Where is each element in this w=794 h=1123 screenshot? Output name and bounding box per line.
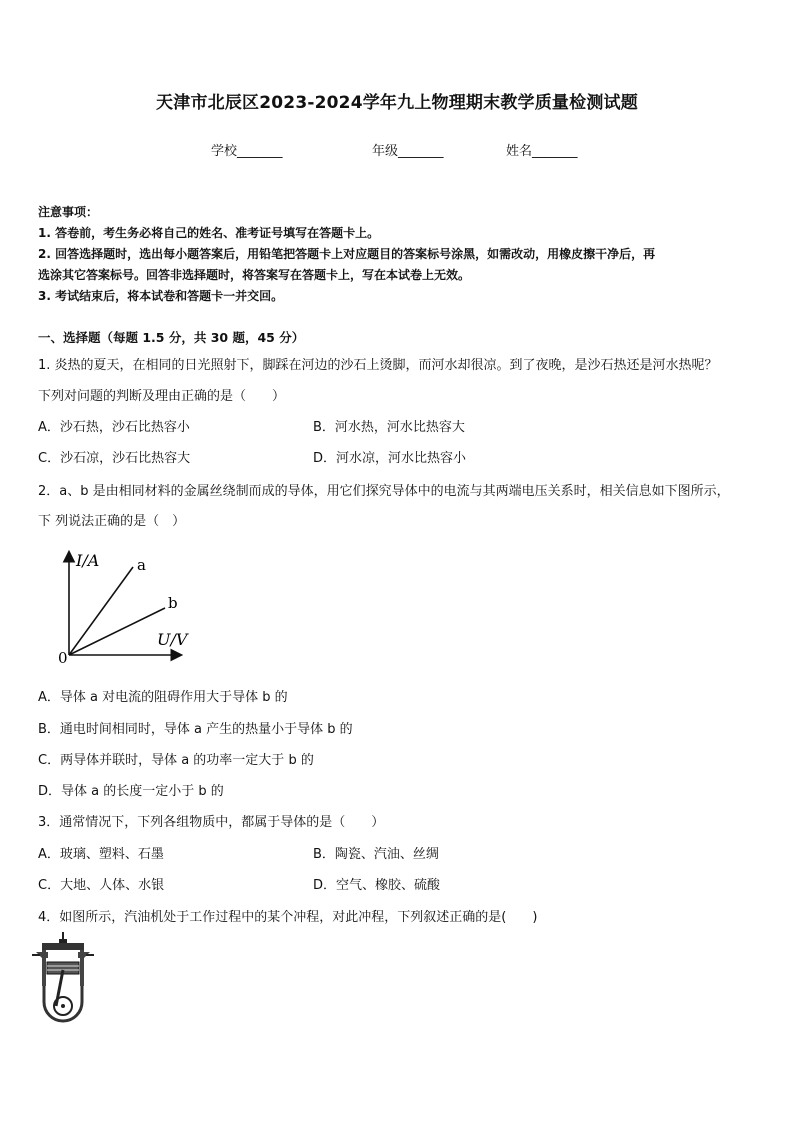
engine-diagram: [30, 930, 96, 1030]
iu-graph: [55, 545, 200, 670]
q3-stem: 3．通常情况下，下列各组物质中，都属于导体的是（ ）: [38, 815, 385, 830]
line-b-label: b: [168, 594, 178, 612]
cylinder-head: [42, 943, 84, 950]
name-field: 姓名_______: [506, 144, 578, 159]
y-axis-label: I/A: [76, 551, 100, 570]
q3-option-c: C．大地、人体、水银: [38, 878, 165, 893]
q1-stem-line2: 下列对问题的判断及理由正确的是（ ）: [38, 389, 286, 404]
line-a: [69, 567, 133, 655]
q1-option-d: D．河水凉，河水比热容小: [313, 451, 467, 466]
q1-option-b: B．河水热，河水比热容大: [313, 420, 465, 435]
q3-option-d: D．空气、橡胶、硫酸: [313, 878, 441, 893]
note-item: 3. 考试结束后，将本试卷和答题卡一并交回。: [38, 289, 284, 303]
q1-stem-line1: 1. 炎热的夏天，在相同的日光照射下，脚踩在河边的沙石上烫脚，而河水却很凉。到了夜晚，是沙石热还是河水热呢？: [38, 358, 718, 373]
q2-option-a: A．导体 a 对电流的阻碍作用大于导体 b 的: [38, 690, 288, 705]
note-item: 2. 回答选择题时，选出每小题答案后，用铅笔把答题卡上对应题目的答案标号涂黑，如需改动，用橡皮擦干净后，再: [38, 247, 656, 261]
page-title: 天津市北辰区2023-2024学年九上物理期末教学质量检测试题: [156, 93, 638, 113]
q2-stem-line2: 下 列说法正确的是（ ）: [38, 514, 186, 529]
line-b: [69, 608, 165, 655]
q2-option-c: C．两导体并联时，导体 a 的功率一定大于 b 的: [38, 753, 314, 768]
q1-option-a: A．沙石热，沙石比热容小: [38, 420, 190, 435]
q2-stem-line1: 2．a、b 是由相同材料的金属丝绕制而成的导体，用它们探究导体中的电流与其两端电压关系时，相关信息如下图所示，: [38, 484, 730, 499]
q4-stem: 4．如图所示，汽油机处于工作过程中的某个冲程，对此冲程，下列叙述正确的是( ): [38, 910, 538, 925]
origin-label: 0: [58, 649, 68, 667]
grade-field: 年级_______: [372, 144, 444, 159]
q1-option-c: C．沙石凉，沙石比热容大: [38, 451, 191, 466]
x-axis-label: U/V: [157, 630, 188, 649]
school-field: 学校_______: [211, 144, 283, 159]
note-item: 选涂其它答案标号。回答非选择题时，将答案写在答题卡上，写在本试卷上无效。: [38, 268, 471, 282]
cylinder-wall-right: [80, 950, 84, 986]
q2-option-d: D．导体 a 的长度一定小于 b 的: [38, 784, 224, 799]
line-a-label: a: [137, 556, 146, 574]
q2-option-b: B．通电时间相同时，导体 a 产生的热量小于导体 b 的: [38, 722, 353, 737]
section-heading: 一、选择题（每题 1.5 分，共 30 题，45 分）: [38, 330, 305, 345]
cylinder-wall-left: [42, 950, 46, 986]
q3-option-b: B．陶瓷、汽油、丝绸: [313, 847, 439, 862]
note-item: 1. 答卷前，考生务必将自己的姓名、准考证号填写在答题卡上。: [38, 226, 380, 240]
q3-option-a: A．玻璃、塑料、石墨: [38, 847, 164, 862]
notes-heading: 注意事项：: [38, 205, 99, 219]
